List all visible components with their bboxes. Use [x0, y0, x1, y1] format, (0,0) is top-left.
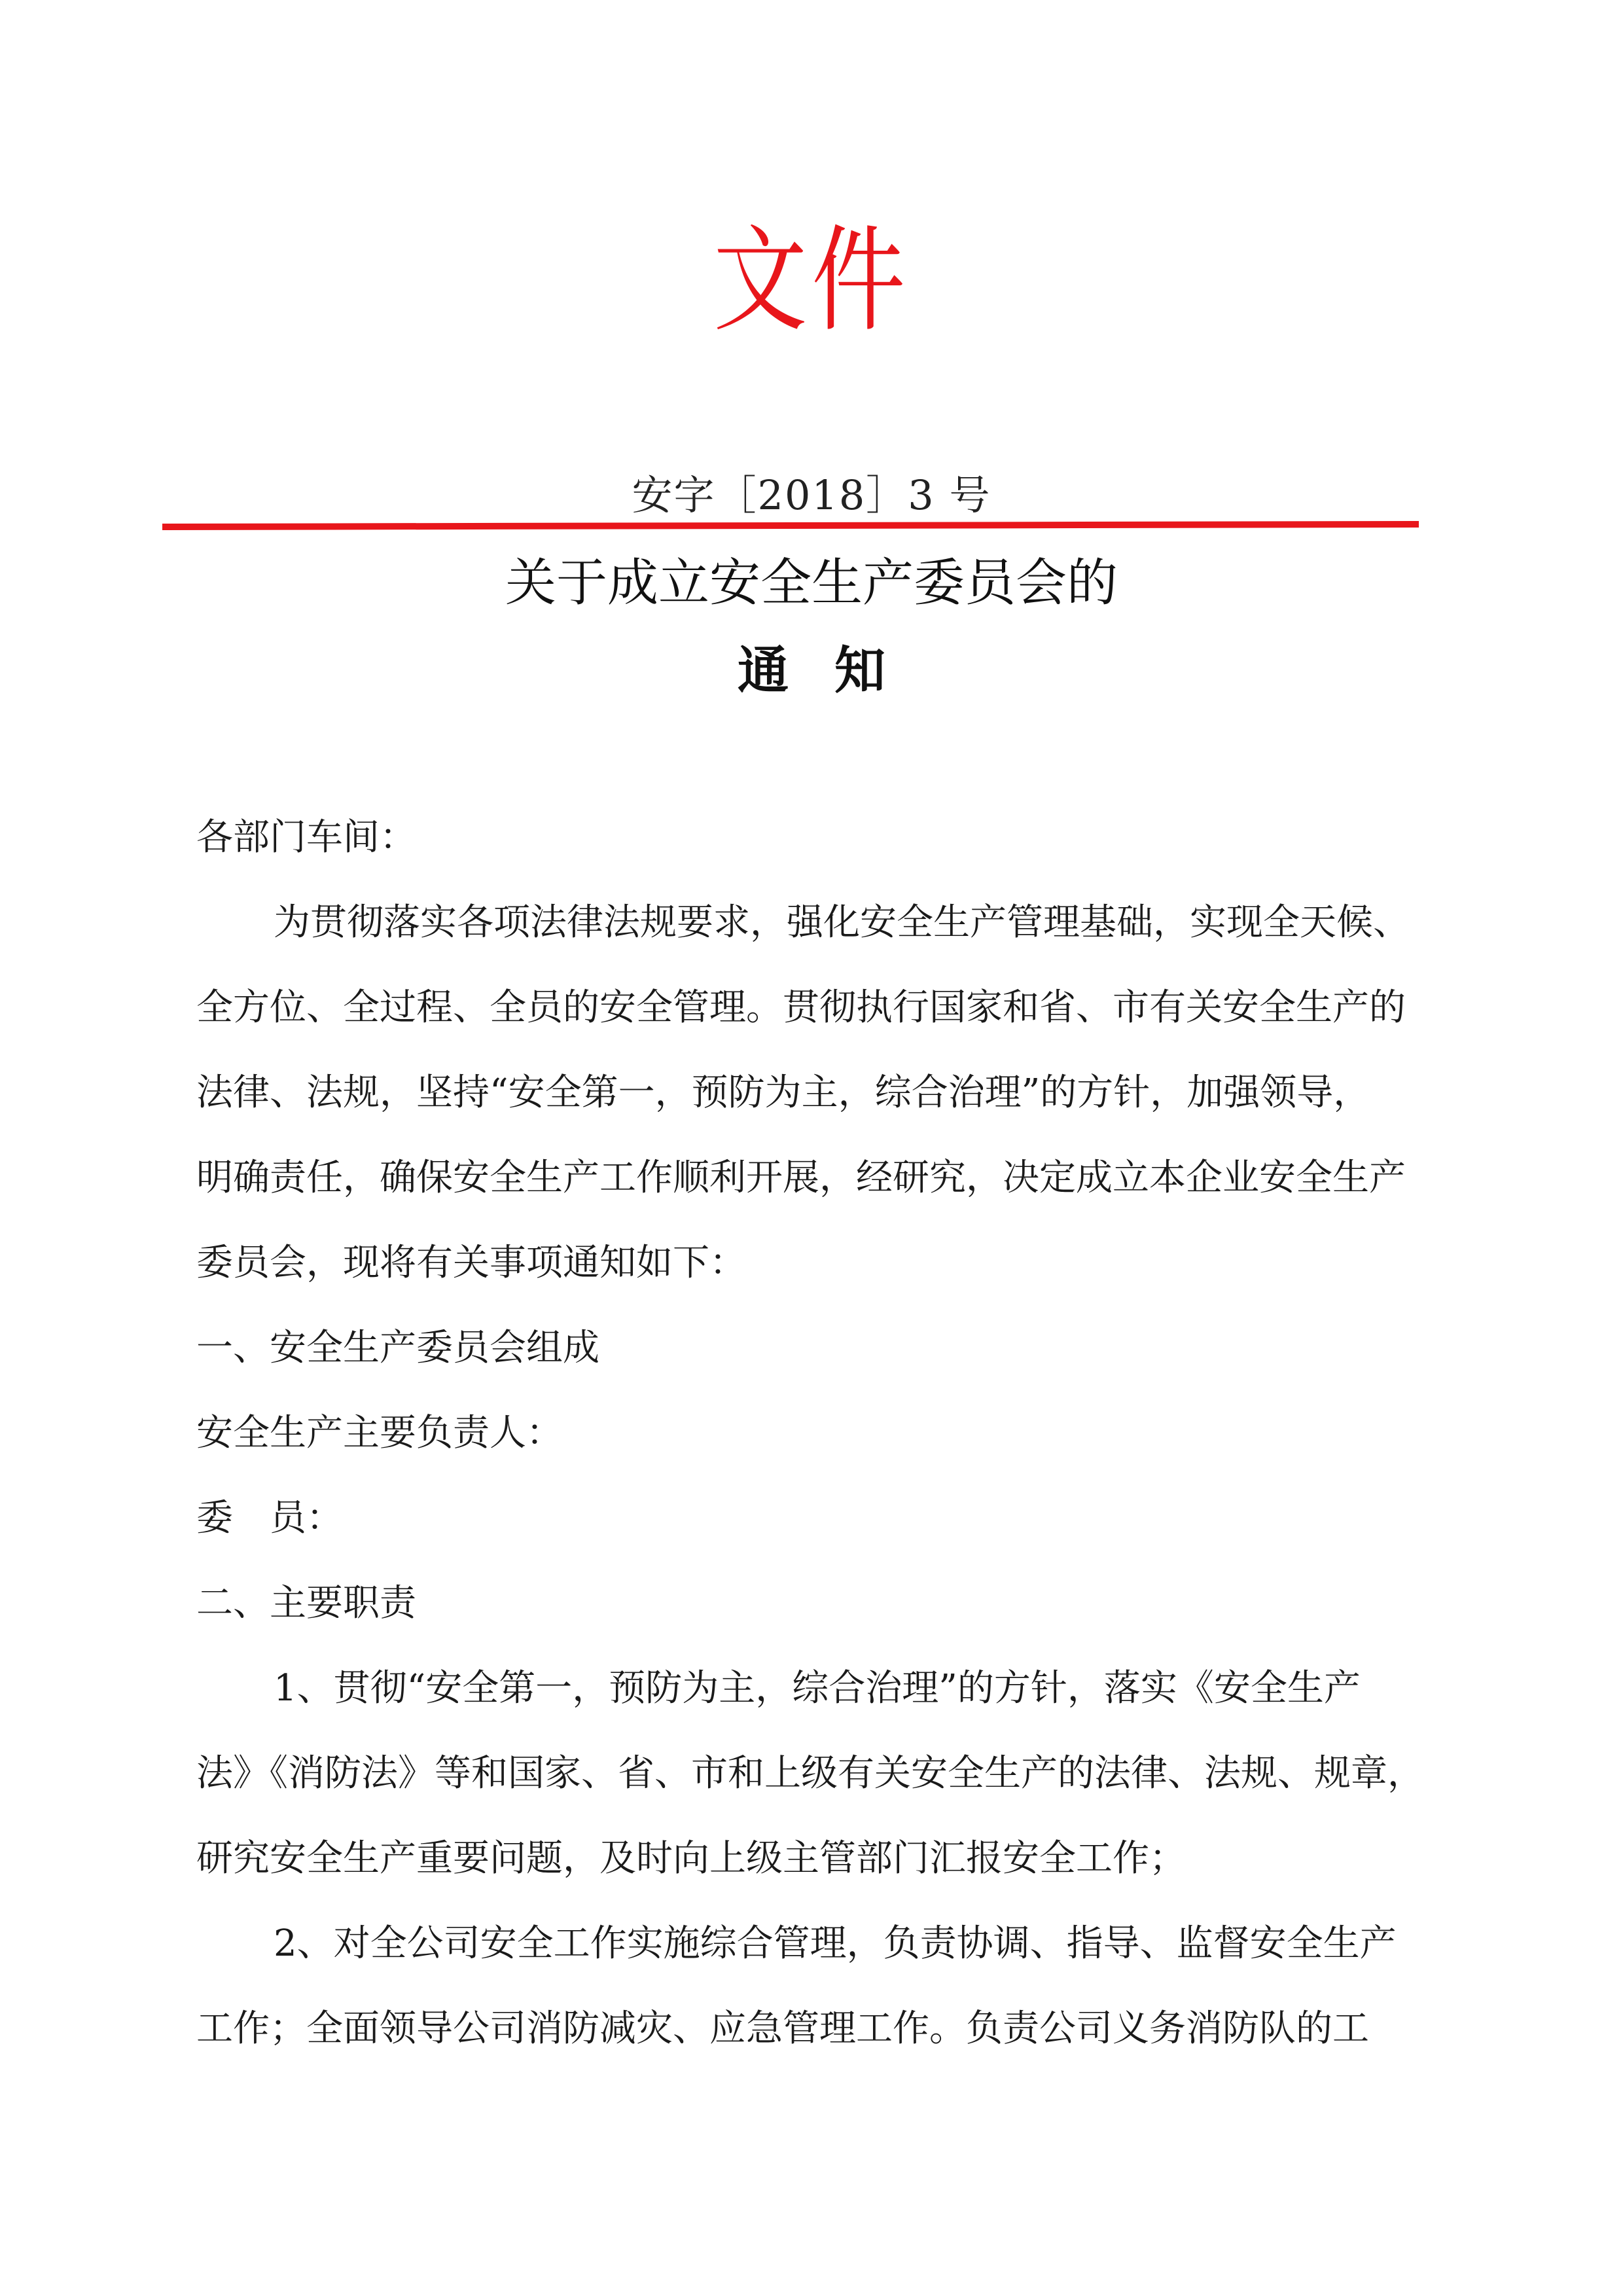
notice-subject-line-2: 通知	[737, 641, 931, 700]
section-heading-duties: 二、主要职责	[196, 1582, 416, 1624]
salutation: 各部门车间：	[196, 816, 416, 859]
duty-line: 工作；全面领导公司消防减灾、应急管理工作。负责公司义务消防队的工	[196, 2007, 1369, 2050]
duty-line: 2、对全公司安全工作实施综合管理，负责协调、指导、监督安全生产	[274, 1922, 1397, 1965]
paragraph-line: 明确责任，确保安全生产工作顺利开展，经研究，决定成立本企业安全生产	[196, 1157, 1406, 1199]
duty-line: 1、贯彻“安全第一，预防为主，综合治理”的方针，落实《安全生产	[274, 1667, 1361, 1710]
paragraph-line: 委员会，现将有关事项通知如下：	[196, 1242, 746, 1284]
section-heading-composition: 一、安全生产委员会组成	[196, 1327, 599, 1369]
notice-subject-line-1: 关于成立安全生产委员会的	[505, 554, 1118, 613]
paragraph-line: 全方位、全过程、全员的安全管理。贯彻执行国家和省、市有关安全生产的	[196, 986, 1406, 1029]
document-number: 安字［2018］3 号	[632, 471, 991, 519]
committee-members: 委 员：	[196, 1497, 343, 1539]
primary-responsible-person: 安全生产主要负责人：	[196, 1412, 563, 1454]
document-header-title: 文件	[713, 215, 910, 348]
paragraph-line: 法律、法规，坚持“安全第一，预防为主，综合治理”的方针，加强领导，	[196, 1071, 1370, 1114]
duty-line: 法》《消防法》等和国家、省、市和上级有关安全生产的法律、法规、规章，	[196, 1752, 1424, 1795]
duty-line: 研究安全生产重要问题，及时向上级主管部门汇报安全工作；	[196, 1837, 1186, 1880]
paragraph-line: 为贯彻落实各项法律法规要求，强化安全生产管理基础，实现全天候、	[274, 901, 1410, 944]
